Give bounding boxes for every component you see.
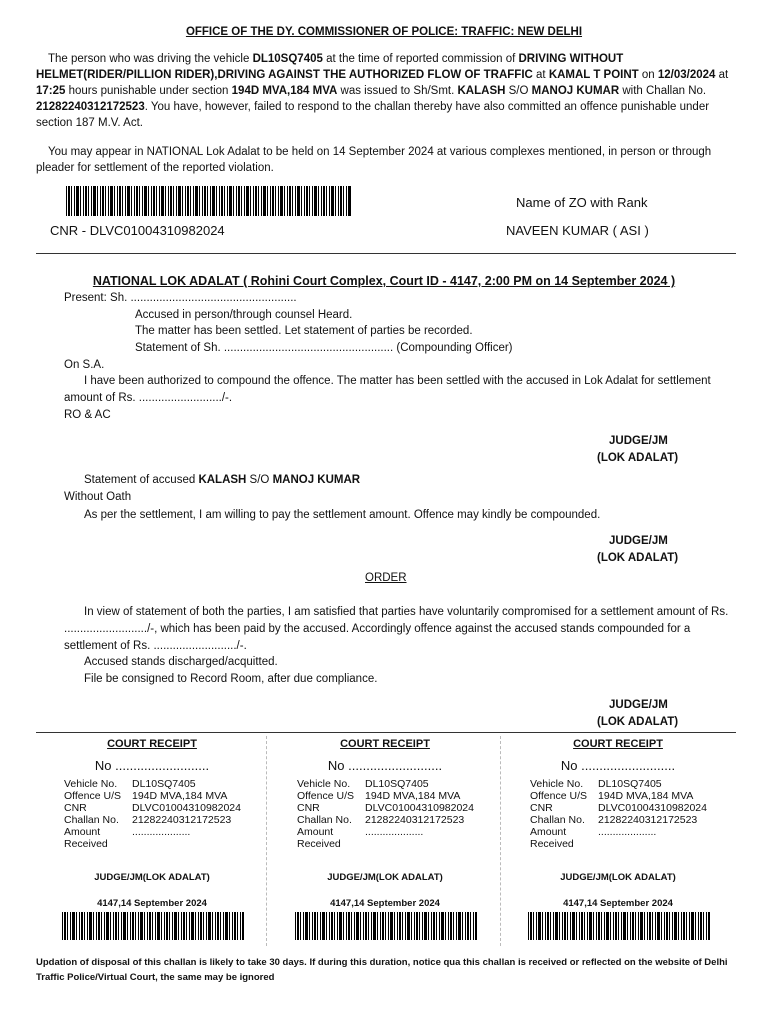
receipt-received-row bbox=[530, 838, 598, 850]
field-label: Challan No. bbox=[530, 814, 585, 826]
field-label: Offence U/S bbox=[530, 790, 588, 802]
receipt-vehicle-row bbox=[530, 778, 662, 790]
court-receipt bbox=[269, 736, 501, 958]
discharged-line: Accused stands discharged/acquitted. bbox=[84, 656, 278, 668]
order-paragraph: In view of statement of both the parties, I am satisfied that parties have voluntarily compromised for a settlement amount of Rs. ........................../-, which has been paid by the accused. Accordingly offence against the accused stands compounded for a settlement of Rs. ........................../-. bbox=[64, 606, 729, 652]
notice-text: was issued to Sh/Smt. bbox=[337, 85, 458, 97]
consigned-line: File be consigned to Record Room, after due compliance. bbox=[84, 673, 378, 685]
court-receipt bbox=[502, 736, 734, 958]
field-value: DLVC01004310982024 bbox=[132, 802, 241, 814]
field-label: Challan No. bbox=[64, 814, 119, 826]
authorized-text: . The matter has been settled with the accused in Lok Adalat for settlement bbox=[330, 375, 711, 387]
section-divider bbox=[36, 253, 736, 254]
settlement-line: As per the settlement, I am willing to pay the settlement amount. Offence may kindly be compounded. bbox=[84, 509, 601, 521]
present-line: Present: Sh. .................................................... bbox=[64, 292, 297, 304]
receipt-cnr-row bbox=[297, 802, 474, 814]
cnr-label: CNR - DLVC01004310982024 bbox=[50, 223, 225, 238]
notice-text: on bbox=[638, 69, 658, 81]
receipt-number: No .......................... bbox=[560, 758, 676, 773]
receipt-cnr-row bbox=[64, 802, 241, 814]
authorized-text: I have been authorized to compound the offence bbox=[84, 375, 331, 387]
notice-text: The person who was driving the vehicle bbox=[48, 53, 253, 65]
receipt-title: COURT RECEIPT bbox=[107, 738, 197, 750]
receipt-barcode bbox=[62, 912, 244, 940]
receipt-received-row bbox=[297, 838, 365, 850]
receipt-number: No .......................... bbox=[327, 758, 443, 773]
heard-line: Accused in person/through counsel Heard. bbox=[135, 309, 353, 321]
offence-place: KAMAL T POINT bbox=[548, 69, 639, 81]
receipt-offence-row bbox=[297, 790, 460, 802]
receipt-date: 4147,14 September 2024 bbox=[563, 898, 673, 909]
offence-description: DRIVING WITHOUT HELMET(RIDER/PILLION RIDER),DRIVING AGAINST THE AUTHORIZED FLOW OF TRAFFIC bbox=[36, 53, 624, 81]
field-label: Vehicle No. bbox=[530, 778, 584, 790]
receipt-amount-row bbox=[530, 826, 656, 838]
field-value: .................... bbox=[598, 826, 657, 838]
receipt-offence-row bbox=[530, 790, 693, 802]
lok-adalat-label: (LOK ADALAT) bbox=[597, 452, 679, 464]
receipt-title: COURT RECEIPT bbox=[573, 738, 663, 750]
notice-text: at the time of reported commission of bbox=[322, 53, 519, 65]
field-label: Received bbox=[64, 838, 108, 850]
notice-text: hours punishable under section bbox=[65, 85, 232, 97]
receipt-judge: JUDGE/JM(LOK ADALAT) bbox=[94, 872, 210, 883]
receipt-vehicle-row bbox=[64, 778, 196, 790]
field-value: 194D MVA,184 MVA bbox=[365, 790, 461, 802]
court-receipt bbox=[36, 736, 268, 958]
offence-time: 17:25 bbox=[36, 85, 66, 97]
cnr-barcode bbox=[66, 186, 352, 216]
accused-name: KALASH bbox=[198, 474, 247, 486]
offence-sections: 194D MVA,184 MVA bbox=[231, 85, 338, 97]
receipt-amount-row bbox=[64, 826, 190, 838]
notice-text: S/O bbox=[505, 85, 532, 97]
footer-note: Updation of disposal of this challan is likely to take 30 days. If during this duration, notice qua this challan is received or reflected on the website of Delhi Traffic Police/Virtual Court, the same may be ignored bbox=[36, 957, 728, 983]
page-title: OFFICE OF THE DY. COMMISSIONER OF POLICE: TRAFFIC: NEW DELHI bbox=[185, 26, 583, 38]
receipt-amount-row bbox=[297, 826, 423, 838]
field-value: .................... bbox=[132, 826, 191, 838]
field-value: 194D MVA,184 MVA bbox=[132, 790, 228, 802]
field-label: Amount bbox=[530, 826, 567, 838]
father-name: MANOJ KUMAR bbox=[531, 85, 620, 97]
receipt-number: No .......................... bbox=[94, 758, 210, 773]
field-value: DLVC01004310982024 bbox=[365, 802, 474, 814]
notice-text: at bbox=[532, 69, 549, 81]
notice-text: at bbox=[715, 69, 729, 81]
receipt-challan-row bbox=[530, 814, 697, 826]
lok-adalat-label: (LOK ADALAT) bbox=[597, 716, 679, 728]
receipt-cnr-row bbox=[530, 802, 707, 814]
ro-ac-label: RO & AC bbox=[64, 409, 111, 421]
field-label: Challan No. bbox=[297, 814, 352, 826]
field-value: DL10SQ7405 bbox=[132, 778, 196, 790]
field-label: Vehicle No. bbox=[64, 778, 118, 790]
field-label: Received bbox=[530, 838, 574, 850]
authorized-line bbox=[84, 375, 744, 387]
receipt-barcode bbox=[295, 912, 477, 940]
receipt-received-row bbox=[64, 838, 132, 850]
accused-name: KALASH bbox=[457, 85, 506, 97]
without-oath-label: Without Oath bbox=[64, 491, 132, 503]
receipt-date: 4147,14 September 2024 bbox=[97, 898, 207, 909]
judge-label: JUDGE/JM bbox=[609, 535, 668, 547]
field-value: .................... bbox=[365, 826, 424, 838]
appearance-paragraph: You may appear in NATIONAL Lok Adalat to be held on 14 September 2024 at various complexes mentioned, in person or through pleader for settlement of the reported violation. bbox=[36, 146, 712, 174]
zo-label: Name of ZO with Rank bbox=[516, 195, 648, 210]
field-label: Offence U/S bbox=[64, 790, 122, 802]
receipt-challan-row bbox=[297, 814, 464, 826]
field-label: CNR bbox=[530, 802, 553, 814]
field-label: Offence U/S bbox=[297, 790, 355, 802]
field-label: Vehicle No. bbox=[297, 778, 351, 790]
zo-name: NAVEEN KUMAR ( ASI ) bbox=[506, 223, 649, 238]
field-value: 21282240312172523 bbox=[132, 814, 232, 826]
on-sa-label: On S.A. bbox=[64, 359, 105, 371]
receipt-barcode bbox=[528, 912, 710, 940]
statement-text: S/O bbox=[246, 474, 273, 486]
field-value: 194D MVA,184 MVA bbox=[598, 790, 694, 802]
notice-text: . You have, however, failed to respond to the challan thereby have also committed an offence punishable under section 187 M.V. Act. bbox=[36, 101, 710, 129]
vehicle-number: DL10SQ7405 bbox=[252, 53, 323, 65]
offence-date: 12/03/2024 bbox=[657, 69, 716, 81]
field-value: DL10SQ7405 bbox=[598, 778, 662, 790]
judge-label: JUDGE/JM bbox=[609, 699, 668, 711]
receipt-divider bbox=[36, 732, 736, 733]
notice-text: with Challan No. bbox=[619, 85, 707, 97]
field-label: CNR bbox=[64, 802, 87, 814]
lok-adalat-title: NATIONAL LOK ADALAT ( Rohini Court Complex, Court ID - 4147, 2:00 PM on 14 September 2024 ) bbox=[92, 274, 676, 288]
statement-text: Statement of accused bbox=[84, 474, 199, 486]
settled-line: The matter has been settled. Let statement of parties be recorded. bbox=[135, 325, 473, 337]
notice-paragraph bbox=[36, 51, 736, 131]
receipt-judge: JUDGE/JM(LOK ADALAT) bbox=[560, 872, 676, 883]
receipt-judge: JUDGE/JM(LOK ADALAT) bbox=[327, 872, 443, 883]
field-label: Amount bbox=[64, 826, 101, 838]
receipt-offence-row bbox=[64, 790, 227, 802]
challan-number: 21282240312172523 bbox=[36, 101, 145, 113]
field-value: DLVC01004310982024 bbox=[598, 802, 707, 814]
judge-label: JUDGE/JM bbox=[609, 435, 668, 447]
lok-adalat-label: (LOK ADALAT) bbox=[597, 552, 679, 564]
receipt-challan-row bbox=[64, 814, 231, 826]
father-name: MANOJ KUMAR bbox=[272, 474, 361, 486]
field-value: 21282240312172523 bbox=[365, 814, 465, 826]
accused-statement-line bbox=[84, 474, 360, 486]
field-value: DL10SQ7405 bbox=[365, 778, 429, 790]
receipt-vehicle-row bbox=[297, 778, 429, 790]
amount-line: amount of Rs. ........................../-. bbox=[64, 392, 233, 404]
receipt-title: COURT RECEIPT bbox=[340, 738, 430, 750]
order-title: ORDER bbox=[365, 572, 407, 584]
field-value: 21282240312172523 bbox=[598, 814, 698, 826]
statement-line: Statement of Sh. ..................................................... (Compounding Officer) bbox=[135, 342, 513, 354]
receipt-date: 4147,14 September 2024 bbox=[330, 898, 440, 909]
field-label: Amount bbox=[297, 826, 334, 838]
field-label: CNR bbox=[297, 802, 320, 814]
field-label: Received bbox=[297, 838, 341, 850]
